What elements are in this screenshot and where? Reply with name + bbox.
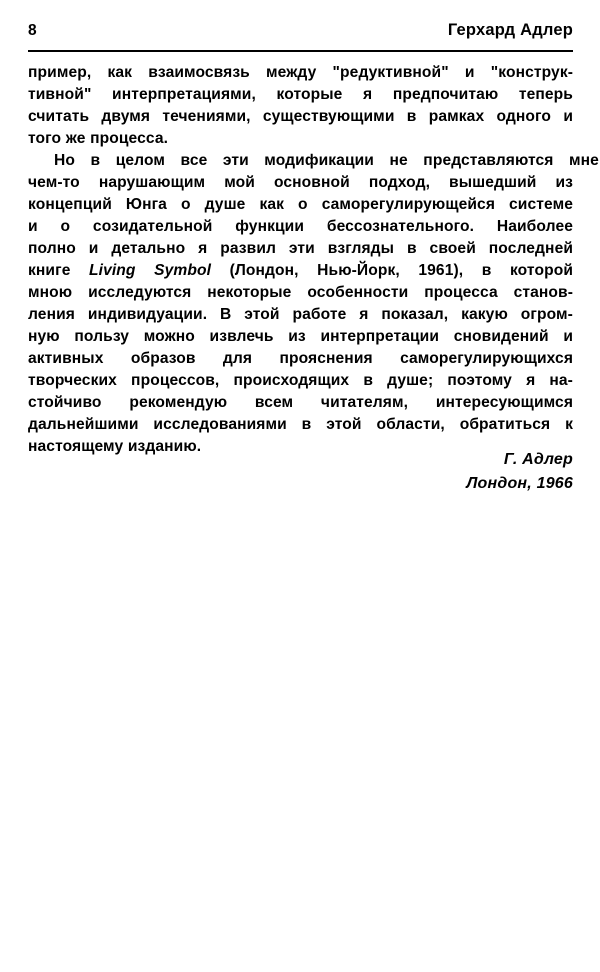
word-space <box>311 414 326 436</box>
word-space <box>284 194 298 216</box>
word: нарушающим <box>98 174 206 191</box>
word: представляются <box>423 152 554 169</box>
word: я <box>198 240 208 257</box>
word-space <box>256 84 277 106</box>
word-space <box>373 348 400 370</box>
word: эти <box>222 152 249 169</box>
word-space <box>195 326 210 348</box>
word: целом <box>115 152 166 169</box>
word: в <box>406 108 417 125</box>
word: книге <box>28 262 71 279</box>
word: активных <box>28 350 104 367</box>
word: полно <box>28 240 76 257</box>
word: особенности <box>307 284 409 301</box>
word-space <box>102 392 130 414</box>
word-space <box>439 326 454 348</box>
paragraph <box>28 62 573 150</box>
word: эти <box>288 240 315 257</box>
word: своей <box>429 240 476 257</box>
word: Наиболее <box>496 218 573 235</box>
word-space <box>293 392 321 414</box>
word: читателям, <box>320 394 409 411</box>
word: станов- <box>513 284 573 301</box>
word: происходящих <box>233 372 350 389</box>
word-space <box>117 370 131 392</box>
word: поэтому <box>447 372 512 389</box>
word: извлечь <box>209 328 274 345</box>
text-line <box>28 326 573 348</box>
word: вышедший <box>449 174 537 191</box>
word-space <box>306 326 321 348</box>
word: считать <box>28 108 90 125</box>
word-space <box>191 194 205 216</box>
text-line <box>28 194 573 216</box>
word: я <box>359 306 369 323</box>
word-space <box>75 304 88 326</box>
word-space <box>394 238 407 260</box>
word: дальнейшими <box>28 416 139 433</box>
word-space <box>132 62 148 84</box>
word: бессознательного. <box>326 218 475 235</box>
word-space <box>373 370 387 392</box>
word: интерпретациями, <box>112 86 256 103</box>
text-line <box>28 62 573 84</box>
running-head-author: Герхард Адлер <box>447 21 573 39</box>
paragraph <box>28 150 599 458</box>
word: этой <box>244 306 280 323</box>
text-line <box>28 172 573 194</box>
word-space <box>100 150 116 172</box>
word-space <box>474 216 497 238</box>
word-space <box>368 304 381 326</box>
word: пользу <box>74 328 130 345</box>
word-space <box>205 172 224 194</box>
word: взаимосвязь <box>148 64 250 81</box>
text-line <box>28 128 573 150</box>
word: и <box>28 218 38 235</box>
word: какую <box>461 306 508 323</box>
text-line <box>28 106 573 128</box>
word: детально <box>111 240 186 257</box>
word: образов <box>130 350 196 367</box>
word: не <box>389 152 408 169</box>
word-space <box>276 238 289 260</box>
word-space <box>250 62 266 84</box>
word: 1961), <box>418 262 464 279</box>
word: исследуются <box>88 284 192 301</box>
word-space <box>535 370 549 392</box>
word: которой <box>509 262 574 279</box>
page-header <box>28 20 573 46</box>
word-space <box>136 260 155 282</box>
word-space <box>231 304 244 326</box>
text-line <box>28 84 573 106</box>
word-space <box>498 84 519 106</box>
word-space <box>139 414 154 436</box>
word: о <box>298 196 308 213</box>
word: и <box>563 328 574 345</box>
word: показал, <box>381 306 449 323</box>
word: творческих <box>28 372 117 389</box>
word-space <box>374 150 390 172</box>
text-line <box>28 260 573 282</box>
word-space <box>112 194 126 216</box>
signature-place-year: Лондон, 1966 <box>466 475 573 492</box>
word: пример, <box>28 64 92 81</box>
word: В <box>220 306 232 323</box>
word: в <box>301 416 312 433</box>
word-space <box>129 326 144 348</box>
signature-block <box>28 448 573 496</box>
word-space <box>372 84 393 106</box>
word: развил <box>220 240 277 257</box>
word: "конструк- <box>490 64 574 81</box>
word-space <box>60 326 75 348</box>
word: между <box>266 64 317 81</box>
word: и <box>88 240 99 257</box>
word-space <box>536 172 555 194</box>
word: этой <box>326 416 362 433</box>
word-space <box>255 172 274 194</box>
word: чем-то <box>28 174 80 191</box>
word-space <box>211 260 230 282</box>
word: о <box>60 218 71 235</box>
word-space <box>416 106 428 128</box>
word-space <box>350 172 369 194</box>
word: как <box>259 196 285 213</box>
word-space <box>349 370 363 392</box>
word-space <box>495 194 509 216</box>
word: в <box>406 240 417 257</box>
word-space <box>287 414 302 436</box>
word-space <box>508 304 521 326</box>
word: концепций <box>28 196 112 213</box>
word: (Лондон, <box>229 262 299 279</box>
word-space <box>554 150 570 172</box>
word: теперь <box>518 86 573 103</box>
word-space <box>98 238 111 260</box>
text-line <box>28 216 573 238</box>
word-space <box>299 260 318 282</box>
word: изданию. <box>127 438 202 455</box>
word-space <box>185 238 198 260</box>
word: Юнга <box>125 196 167 213</box>
word: тивной" <box>28 86 92 103</box>
word-space <box>308 194 322 216</box>
signature-author: Г. Адлер <box>503 451 573 468</box>
word: индивидуации. <box>87 306 208 323</box>
word-space <box>227 392 255 414</box>
word: душе <box>204 196 246 213</box>
word-space <box>512 370 526 392</box>
word-space <box>80 172 99 194</box>
word: все <box>180 152 208 169</box>
word: существующими <box>262 108 395 125</box>
word: предпочитаю <box>392 86 499 103</box>
word-space <box>245 194 259 216</box>
word-space <box>91 62 107 84</box>
word: о <box>180 196 191 213</box>
word: исследованиями <box>153 416 287 433</box>
word: одного <box>496 108 552 125</box>
word-space <box>430 172 449 194</box>
word: процесса <box>424 284 498 301</box>
word-space <box>408 392 436 414</box>
word: на- <box>549 372 573 389</box>
word-space <box>249 150 265 172</box>
word-space <box>395 106 407 128</box>
word: огром- <box>520 306 573 323</box>
word: мой <box>224 174 255 191</box>
word: двумя <box>101 108 151 125</box>
word: Нью-Йорк, <box>317 262 400 279</box>
word: Living <box>89 262 136 279</box>
text-line <box>28 370 573 392</box>
word: которые <box>276 86 343 103</box>
word: мне <box>569 152 599 169</box>
word-space <box>212 216 235 238</box>
body-text <box>28 62 599 458</box>
word: мною <box>28 284 73 301</box>
word: подход, <box>368 174 431 191</box>
word: из <box>288 328 306 345</box>
word-space <box>315 238 328 260</box>
word-space <box>304 216 327 238</box>
word: ную <box>28 328 60 345</box>
word-space <box>70 216 93 238</box>
word: созидательной <box>92 218 213 235</box>
word: функции <box>235 218 305 235</box>
text-line <box>28 304 573 326</box>
word: того <box>28 130 62 147</box>
word-space <box>104 348 131 370</box>
word: процесса. <box>90 130 169 147</box>
word: как <box>107 64 133 81</box>
word-space <box>316 62 332 84</box>
word-space <box>70 260 89 282</box>
word-space <box>408 150 424 172</box>
text-line <box>28 348 573 370</box>
word: я <box>526 372 536 389</box>
word: можно <box>143 328 195 345</box>
word: системе <box>509 196 573 213</box>
word: прояснения <box>279 350 373 367</box>
word-space <box>491 260 510 282</box>
word: ления <box>28 306 75 323</box>
word: последней <box>488 240 574 257</box>
word-space <box>274 326 289 348</box>
word-space <box>484 106 496 128</box>
word-space <box>280 304 293 326</box>
word-space <box>38 216 61 238</box>
text-line <box>28 392 573 414</box>
word-space <box>448 304 461 326</box>
word: к <box>565 416 574 433</box>
word: саморегулирующихся <box>400 350 574 367</box>
word-space <box>150 106 162 128</box>
word-space <box>291 282 307 304</box>
word-space <box>551 106 563 128</box>
word: процессов, <box>131 372 220 389</box>
word-space <box>346 304 359 326</box>
header-divider-rule <box>28 50 573 52</box>
word: модификации <box>264 152 374 169</box>
word-space <box>342 84 363 106</box>
word-space <box>219 370 233 392</box>
word-space <box>475 62 491 84</box>
word-space <box>251 106 263 128</box>
word: душе; <box>387 372 434 389</box>
page-number: 8 <box>28 22 37 39</box>
word: интерпретации <box>320 328 440 345</box>
word: сновидений <box>453 328 549 345</box>
word-space <box>207 150 223 172</box>
word: области, <box>376 416 445 433</box>
text-line <box>28 238 573 260</box>
word-space <box>400 260 419 282</box>
text-line <box>28 150 599 172</box>
word: Symbol <box>154 262 212 279</box>
word-space <box>91 84 112 106</box>
word: и <box>464 64 475 81</box>
word: "редуктивной" <box>332 64 449 81</box>
word-space <box>196 348 223 370</box>
word: стойчиво <box>28 394 102 411</box>
word: я <box>363 86 373 103</box>
text-line <box>28 414 573 436</box>
word-space <box>498 282 514 304</box>
word: саморегулирующейся <box>321 196 496 213</box>
word: Но <box>54 152 75 169</box>
word-space <box>417 238 430 260</box>
word-space <box>191 282 207 304</box>
word: интересующимся <box>435 394 574 411</box>
word: из <box>555 174 574 191</box>
word: взгляды <box>327 240 395 257</box>
word-space <box>207 304 220 326</box>
word: течениями, <box>162 108 251 125</box>
word-space <box>165 150 181 172</box>
word-space <box>75 150 91 172</box>
word: обратиться <box>459 416 551 433</box>
word: для <box>222 350 253 367</box>
word-space <box>476 238 489 260</box>
word-space <box>549 326 564 348</box>
word: в <box>363 372 374 389</box>
word: основной <box>273 174 350 191</box>
word-space <box>207 238 220 260</box>
word-space <box>445 414 460 436</box>
word-space <box>408 282 424 304</box>
word: рамках <box>428 108 485 125</box>
word: в <box>481 262 492 279</box>
word-space <box>76 238 89 260</box>
word: всем <box>254 394 294 411</box>
word: некоторые <box>207 284 292 301</box>
word: работе <box>292 306 347 323</box>
text-line <box>28 282 573 304</box>
word-space <box>167 194 181 216</box>
word-space <box>362 414 377 436</box>
word: рекомендую <box>129 394 228 411</box>
word: в <box>90 152 101 169</box>
word-space <box>550 414 565 436</box>
word-space <box>252 348 279 370</box>
word-space <box>449 62 465 84</box>
word: и <box>563 108 574 125</box>
word-space <box>463 260 482 282</box>
word: настоящему <box>28 438 124 455</box>
word-space <box>72 282 88 304</box>
word-space <box>89 106 101 128</box>
word: же <box>65 130 86 147</box>
word-space <box>433 370 447 392</box>
